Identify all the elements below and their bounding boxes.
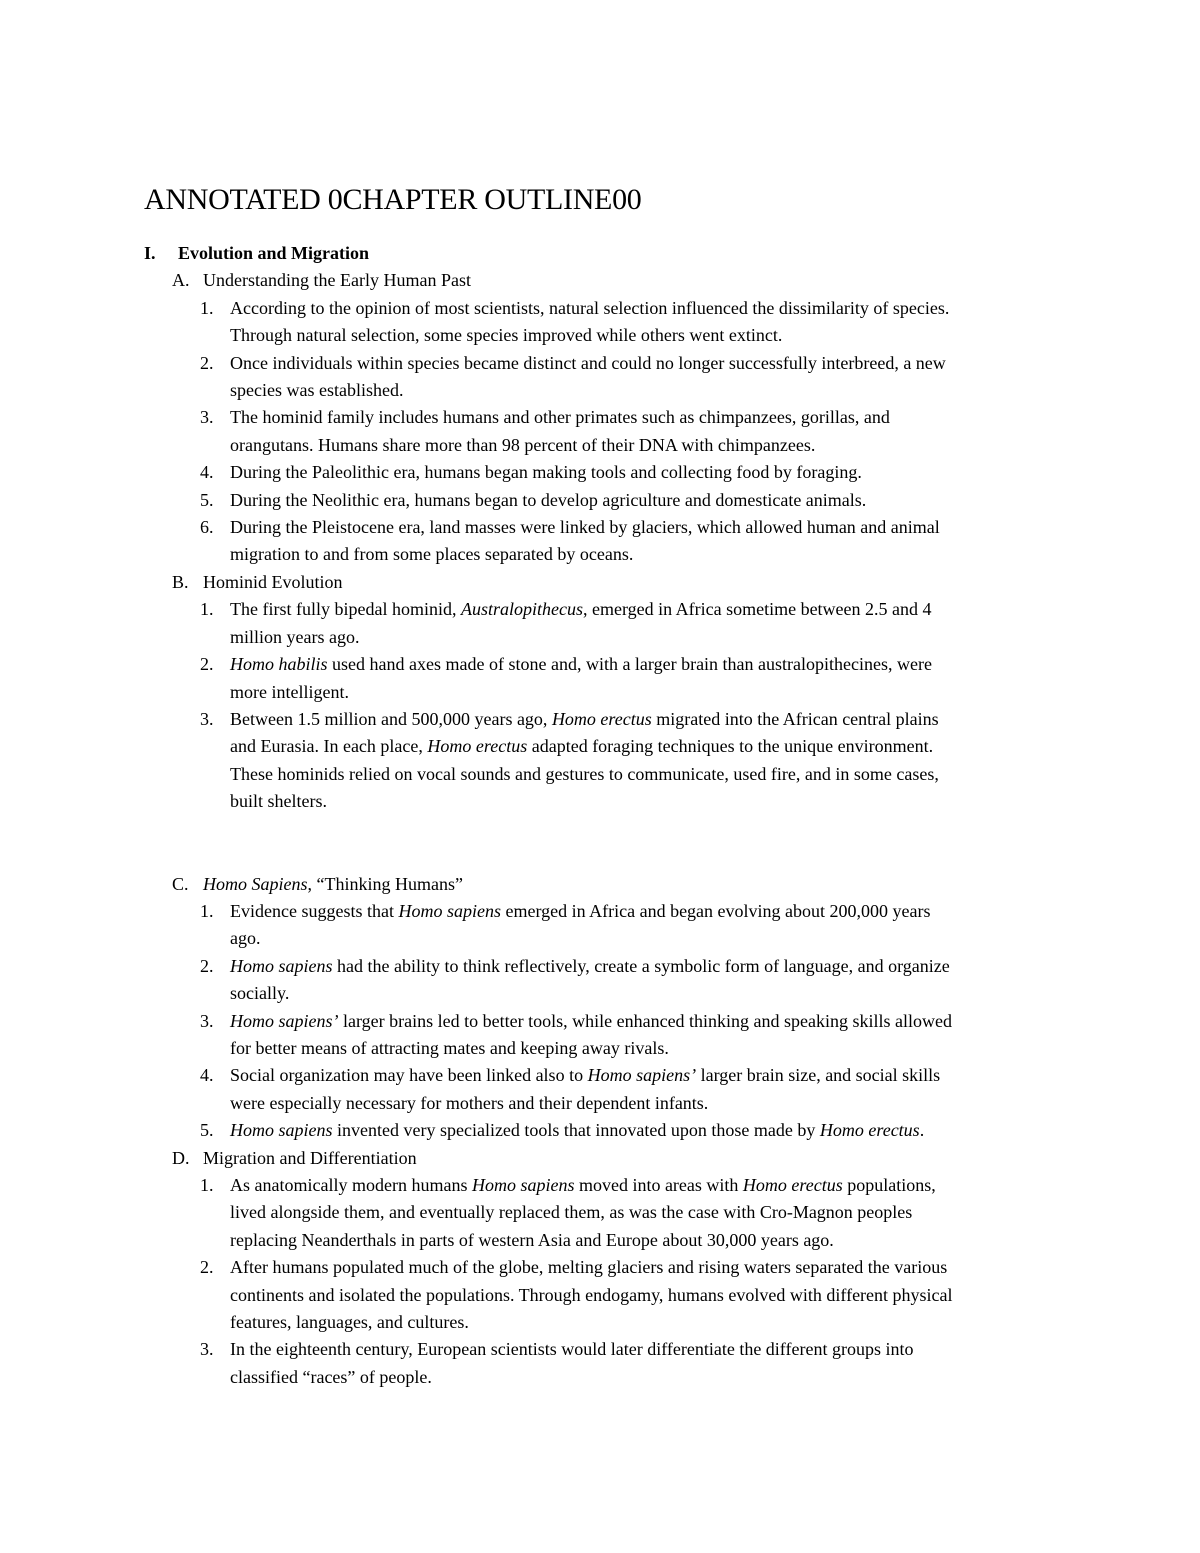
species-name: Homo erectus (819, 1120, 920, 1141)
item-text: Once individuals within species became distinct and could no longer successfully interbreed, a new (230, 352, 946, 373)
outline-item (0, 1336, 1200, 1363)
species-name: Homo sapiens (471, 1175, 575, 1195)
item-text: In the eighteenth century, European scientists would later differentiate the different groups into (230, 1339, 914, 1360)
subsection-marker: B. (172, 571, 189, 592)
item-number: 1. (200, 900, 214, 921)
item-text: During the Paleolithic era, humans began making tools and collecting food by foraging. (230, 462, 862, 483)
outline-item (0, 1008, 1200, 1035)
item-text: classified “races” of people. (230, 1366, 432, 1387)
species-name: Homo erectus (742, 1175, 843, 1195)
species-name: Homo sapiens (398, 900, 501, 921)
item-number: 2. (200, 1257, 214, 1278)
outline-item-continuation (0, 733, 1200, 760)
outline-item-continuation (0, 377, 1200, 404)
outline-item-continuation (0, 1282, 1200, 1309)
item-text: . (919, 1120, 925, 1141)
item-text: , emerged in Africa sometime between 2.5 and 4 (582, 599, 932, 620)
section-title: Evolution and Migration (178, 243, 370, 263)
item-text: for better means of attracting mates and keeping away rivals. (230, 1037, 669, 1058)
item-text: had the ability to think reflectively, create a symbolic form of language, and organize (332, 955, 950, 976)
blank-space (0, 816, 1200, 871)
item-text: migration to and from some places separated by oceans. (230, 544, 634, 565)
item-text: built shelters. (230, 791, 327, 812)
outline-item (0, 1254, 1200, 1281)
outline-item-continuation (0, 761, 1200, 788)
item-text: According to the opinion of most scientists, natural selection influenced the dissimilarity of species. (230, 297, 950, 318)
outline-item-continuation (0, 925, 1200, 952)
item-text: emerged in Africa and began evolving about 200,000 years (500, 900, 931, 921)
item-text: Between 1.5 million and 500,000 years ago, (230, 708, 552, 729)
item-number: 6. (200, 517, 214, 538)
outline-item (0, 651, 1200, 678)
item-text: invented very specialized tools that innovated upon those made by (332, 1120, 820, 1141)
item-text: During the Pleistocene era, land masses were linked by glaciers, which allowed human and animal (230, 517, 940, 538)
item-text: socially. (230, 983, 290, 1004)
subsection-a-heading (0, 267, 1200, 294)
species-name: Australopithecus (460, 599, 583, 620)
item-number: 1. (200, 599, 214, 620)
outline-item (0, 596, 1200, 623)
item-number: 2. (200, 955, 214, 976)
outline-item-continuation (0, 980, 1200, 1007)
outline-item (0, 459, 1200, 486)
item-text: continents and isolated the populations. Through endogamy, humans evolved with different physical (230, 1284, 953, 1305)
item-text: features, languages, and cultures. (230, 1312, 469, 1333)
item-number: 3. (200, 708, 214, 729)
item-number: 1. (200, 1175, 214, 1195)
outline-item (0, 295, 1200, 322)
item-number: 3. (200, 1010, 214, 1031)
item-text: The hominid family includes humans and other primates such as chimpanzees, gorillas, and (230, 407, 890, 428)
item-number: 2. (200, 654, 214, 675)
species-name: Homo sapiens’ (587, 1065, 697, 1086)
item-text: These hominids relied on vocal sounds and gestures to communicate, used fire, and in some cases, (230, 763, 939, 784)
item-text: more intelligent. (230, 681, 349, 702)
outline-item (0, 350, 1200, 377)
subsection-title: Understanding the Early Human Past (203, 270, 471, 291)
outline-item (0, 953, 1200, 980)
outline-item-continuation (0, 1227, 1200, 1254)
item-text: adapted foraging techniques to the unique environment. (527, 736, 934, 757)
outline-item-continuation (0, 322, 1200, 349)
subsection-title: , “Thinking Humans” (307, 873, 463, 894)
item-text: Through natural selection, some species improved while others went extinct. (230, 325, 783, 346)
item-text: lived alongside them, and eventually replaced them, as was the case with Cro-Magnon peoples (230, 1202, 913, 1223)
outline-item (0, 1062, 1200, 1089)
item-text: moved into areas with (574, 1175, 743, 1195)
item-text: and Eurasia. In each place, (230, 736, 428, 757)
outline-item-continuation (0, 1090, 1200, 1117)
outline-item-continuation (0, 1199, 1200, 1226)
item-text: million years ago. (230, 626, 360, 647)
section-marker: I. (144, 243, 156, 263)
subsection-title: Hominid Evolution (203, 571, 343, 592)
subsection-d-heading (0, 1145, 1200, 1172)
outline-body (0, 240, 1200, 1391)
outline-item-continuation (0, 788, 1200, 815)
species-name: Homo erectus (427, 736, 528, 757)
section-heading (0, 240, 1200, 267)
item-text: Social organization may have been linked also to (230, 1065, 588, 1086)
document-title: ANNOTATED 0CHAPTER OUTLINE00 (144, 183, 642, 216)
outline-item (0, 404, 1200, 431)
item-number: 5. (200, 1120, 214, 1141)
item-text: populations, (842, 1175, 936, 1195)
item-text: Evidence suggests that (230, 900, 399, 921)
species-name: Homo habilis (230, 654, 328, 675)
item-text: replacing Neanderthals in parts of western Asia and Europe about 30,000 years ago. (230, 1229, 834, 1250)
item-number: 3. (200, 1339, 214, 1360)
item-number: 5. (200, 489, 214, 510)
item-text: larger brain size, and social skills (696, 1065, 941, 1086)
item-text: As anatomically modern humans (230, 1175, 472, 1195)
outline-item-continuation (0, 1309, 1200, 1336)
outline-item (0, 487, 1200, 514)
item-text: ago. (230, 928, 261, 949)
subsection-title-em: Homo Sapiens (203, 873, 308, 894)
item-text: species was established. (230, 380, 404, 401)
species-name: Homo erectus (551, 708, 652, 729)
outline-item (0, 1117, 1200, 1144)
subsection-marker: D. (172, 1147, 190, 1168)
outline-item-continuation (0, 624, 1200, 651)
outline-item (0, 706, 1200, 733)
outline-item (0, 514, 1200, 541)
outline-item-continuation (0, 541, 1200, 568)
species-name: Homo sapiens’ (230, 1010, 339, 1031)
item-text: The first fully bipedal hominid, (230, 599, 461, 620)
item-number: 4. (200, 1065, 214, 1086)
outline-item-continuation (0, 679, 1200, 706)
item-number: 4. (200, 462, 214, 483)
item-number: 2. (200, 352, 214, 373)
outline-item (0, 898, 1200, 925)
subsection-title: Migration and Differentiation (203, 1147, 417, 1168)
species-name: Homo sapiens (230, 955, 333, 976)
outline-item (0, 1172, 1200, 1199)
item-text: larger brains led to better tools, while enhanced thinking and speaking skills allowed (338, 1010, 953, 1031)
item-text: were especially necessary for mothers and their dependent infants. (230, 1092, 709, 1113)
item-number: 1. (200, 297, 214, 318)
item-text: migrated into the African central plains (651, 708, 939, 729)
item-number: 3. (200, 407, 214, 428)
item-text: used hand axes made of stone and, with a larger brain than australopithecines, were (327, 654, 932, 675)
species-name: Homo sapiens (230, 1120, 333, 1141)
item-text: During the Neolithic era, humans began to develop agriculture and domesticate animals. (230, 489, 867, 510)
outline-item-continuation (0, 1035, 1200, 1062)
subsection-marker: A. (172, 270, 190, 291)
outline-item-continuation (0, 432, 1200, 459)
item-text: After humans populated much of the globe, melting glaciers and rising waters separated the various (230, 1257, 948, 1278)
outline-item-continuation (0, 1364, 1200, 1391)
subsection-c-heading (0, 871, 1200, 898)
subsection-b-heading (0, 569, 1200, 596)
subsection-marker: C. (172, 873, 189, 894)
item-text: orangutans. Humans share more than 98 percent of their DNA with chimpanzees. (230, 434, 816, 455)
